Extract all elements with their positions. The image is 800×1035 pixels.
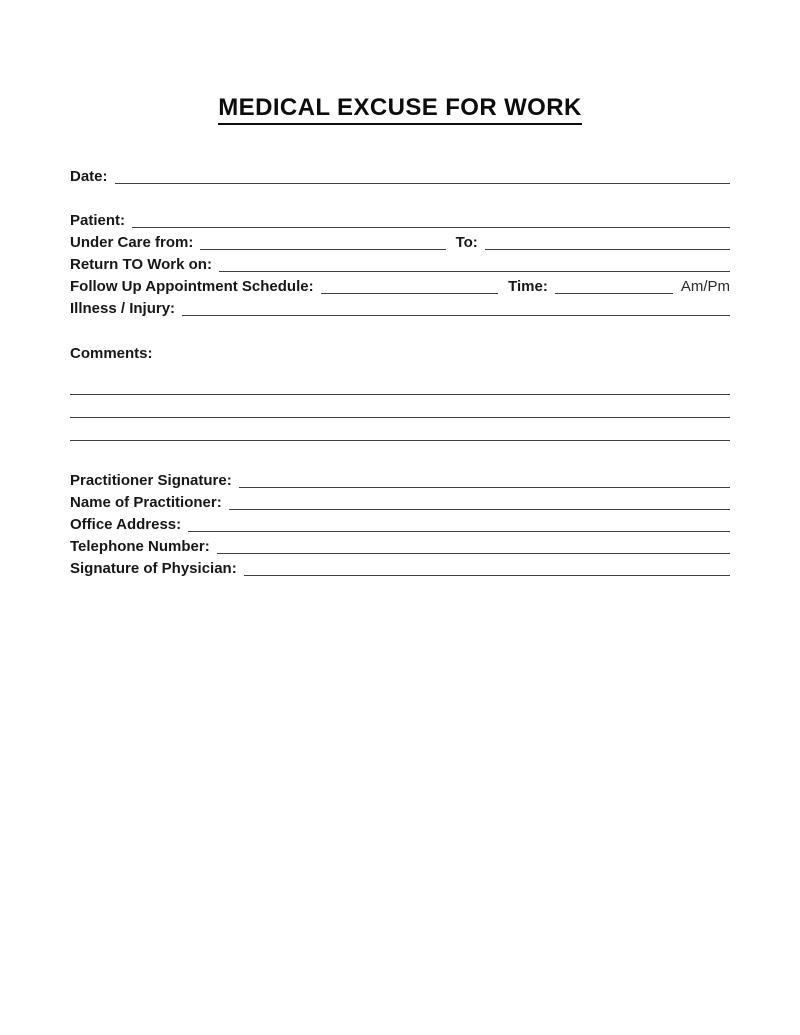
comments-label: Comments: [70, 345, 153, 362]
date-label: Date: [70, 168, 108, 185]
name-of-practitioner-input-line[interactable] [229, 492, 730, 510]
date-input-line[interactable] [115, 166, 730, 184]
field-row-telephone-number [70, 536, 730, 558]
patient-label: Patient: [70, 212, 126, 229]
field-row-illness [70, 298, 730, 320]
ampm-label: Am/Pm [680, 278, 730, 295]
practitioner-signature-input-line[interactable] [239, 470, 730, 488]
form-title: MEDICAL EXCUSE FOR WORK [218, 94, 581, 125]
field-row-date [70, 166, 730, 188]
name-of-practitioner-label: Name of Practitioner: [70, 494, 222, 511]
follow-up-schedule-input-line[interactable] [321, 276, 498, 294]
field-row-name-of-practitioner [70, 492, 730, 514]
comments-input-line[interactable] [70, 395, 730, 418]
office-address-input-line[interactable] [188, 514, 730, 532]
field-row-return-to-work [70, 254, 730, 276]
practitioner-section [70, 470, 730, 580]
under-care-to-label: To: [455, 234, 478, 251]
field-row-under-care [70, 232, 730, 254]
time-label: Time: [508, 278, 548, 295]
signature-of-physician-label: Signature of Physician: [70, 560, 237, 577]
telephone-number-input-line[interactable] [217, 536, 730, 554]
field-row-office-address [70, 514, 730, 536]
comments-header-row [70, 343, 730, 365]
illness-injury-input-line[interactable] [182, 298, 730, 316]
field-row-follow-up [70, 276, 730, 298]
comments-input-line[interactable] [70, 372, 730, 395]
illness-injury-label: Illness / Injury: [70, 300, 176, 317]
under-care-from-input-line[interactable] [200, 232, 445, 250]
patient-input-line[interactable] [132, 210, 730, 228]
field-row-signature-of-physician [70, 558, 730, 580]
under-care-to-input-line[interactable] [485, 232, 730, 250]
time-input-line[interactable] [555, 276, 673, 294]
field-row-patient [70, 210, 730, 232]
office-address-label: Office Address: [70, 516, 182, 533]
comments-section [70, 372, 730, 441]
return-to-work-label: Return TO Work on: [70, 256, 212, 273]
follow-up-schedule-label: Follow Up Appointment Schedule: [70, 278, 314, 295]
signature-of-physician-input-line[interactable] [244, 558, 730, 576]
under-care-from-label: Under Care from: [70, 234, 194, 251]
patient-details-section [70, 210, 730, 320]
practitioner-signature-label: Practitioner Signature: [70, 472, 232, 489]
return-to-work-input-line[interactable] [219, 254, 730, 272]
comments-input-line[interactable] [70, 418, 730, 441]
title-wrap [70, 0, 730, 125]
field-row-practitioner-signature [70, 470, 730, 492]
telephone-number-label: Telephone Number: [70, 538, 210, 555]
